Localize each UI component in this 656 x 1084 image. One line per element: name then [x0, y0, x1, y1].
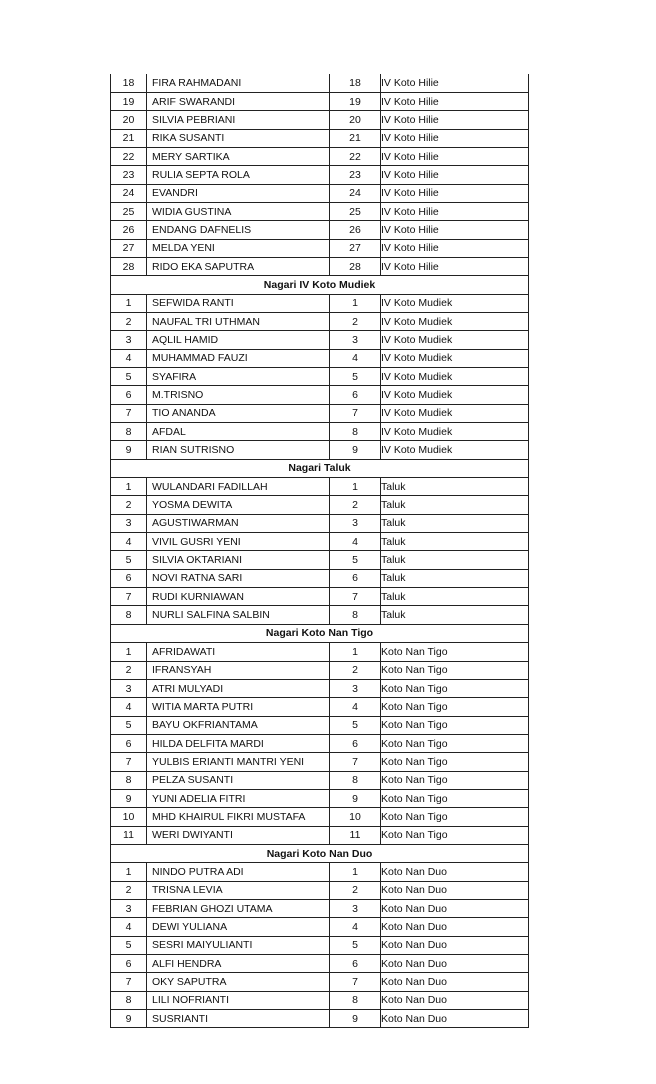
table-row	[111, 368, 529, 386]
table-row	[111, 386, 529, 404]
table-row	[111, 514, 529, 532]
table-row	[111, 166, 529, 184]
participant-index-cell: 5	[330, 551, 381, 569]
participant-name-cell: VIVIL GUSRI YENI	[147, 533, 330, 551]
participant-name-cell: WITIA MARTA PUTRI	[147, 698, 330, 716]
nagari-cell: Koto Nan Duo	[381, 991, 529, 1009]
participant-index-cell: 3	[330, 331, 381, 349]
participant-name-cell: MELDA YENI	[147, 239, 330, 257]
participant-index-cell: 19	[330, 92, 381, 110]
participant-name-cell: TRISNA LEVIA	[147, 881, 330, 899]
participant-name-cell: NAUFAL TRI UTHMAN	[147, 312, 330, 330]
participant-name-cell: PELZA SUSANTI	[147, 771, 330, 789]
row-number-cell: 5	[111, 936, 147, 954]
participant-index-cell: 1	[330, 863, 381, 881]
row-number-cell: 2	[111, 881, 147, 899]
participant-name-cell: SEFWIDA RANTI	[147, 294, 330, 312]
nagari-cell: IV Koto Hilie	[381, 239, 529, 257]
row-number-cell: 7	[111, 588, 147, 606]
row-number-cell: 9	[111, 789, 147, 807]
row-number-cell: 3	[111, 679, 147, 697]
row-number-cell: 1	[111, 478, 147, 496]
table-row	[111, 569, 529, 587]
table-row	[111, 753, 529, 771]
table-row	[111, 496, 529, 514]
participant-index-cell: 8	[330, 423, 381, 441]
table-row	[111, 771, 529, 789]
participant-index-cell: 1	[330, 478, 381, 496]
row-number-cell: 28	[111, 257, 147, 275]
row-number-cell: 3	[111, 514, 147, 532]
row-number-cell: 2	[111, 496, 147, 514]
participant-index-cell: 3	[330, 514, 381, 532]
nagari-cell: IV Koto Hilie	[381, 202, 529, 220]
row-number-cell: 2	[111, 312, 147, 330]
table-row	[111, 423, 529, 441]
table-row	[111, 808, 529, 826]
row-number-cell: 7	[111, 753, 147, 771]
table-row	[111, 551, 529, 569]
nagari-cell: Koto Nan Duo	[381, 881, 529, 899]
nagari-cell: Koto Nan Tigo	[381, 808, 529, 826]
participant-index-cell: 22	[330, 147, 381, 165]
table-row	[111, 698, 529, 716]
row-number-cell: 6	[111, 734, 147, 752]
participant-name-cell: ATRI MULYADI	[147, 679, 330, 697]
nagari-cell: Koto Nan Tigo	[381, 734, 529, 752]
table-row	[111, 331, 529, 349]
participant-name-cell: HILDA DELFITA MARDI	[147, 734, 330, 752]
participant-name-cell: AGUSTIWARMAN	[147, 514, 330, 532]
nagari-cell: IV Koto Hilie	[381, 257, 529, 275]
participant-name-cell: MHD KHAIRUL FIKRI MUSTAFA	[147, 808, 330, 826]
row-number-cell: 7	[111, 973, 147, 991]
table-row	[111, 789, 529, 807]
nagari-cell: Taluk	[381, 606, 529, 624]
section-title: Nagari IV Koto Mudiek	[111, 276, 529, 294]
nagari-cell: Taluk	[381, 533, 529, 551]
table-row	[111, 147, 529, 165]
row-number-cell: 5	[111, 368, 147, 386]
participant-index-cell: 5	[330, 368, 381, 386]
row-number-cell: 19	[111, 92, 147, 110]
row-number-cell: 8	[111, 606, 147, 624]
participant-index-cell: 6	[330, 569, 381, 587]
participant-name-cell: RULIA SEPTA ROLA	[147, 166, 330, 184]
table-row	[111, 441, 529, 459]
row-number-cell: 7	[111, 404, 147, 422]
participant-name-cell: M.TRISNO	[147, 386, 330, 404]
table-row	[111, 111, 529, 129]
participant-name-cell: RIKA SUSANTI	[147, 129, 330, 147]
row-number-cell: 10	[111, 808, 147, 826]
row-number-cell: 24	[111, 184, 147, 202]
participant-name-cell: DEWI YULIANA	[147, 918, 330, 936]
table-row	[111, 826, 529, 844]
participant-name-cell: WIDIA GUSTINA	[147, 202, 330, 220]
participant-index-cell: 10	[330, 808, 381, 826]
participant-name-cell: SILVIA PEBRIANI	[147, 111, 330, 129]
table-row	[111, 184, 529, 202]
participant-index-cell: 27	[330, 239, 381, 257]
row-number-cell: 6	[111, 386, 147, 404]
section-header-row	[111, 844, 529, 862]
participant-index-cell: 25	[330, 202, 381, 220]
participant-name-cell: NINDO PUTRA ADI	[147, 863, 330, 881]
nagari-cell: IV Koto Mudiek	[381, 294, 529, 312]
nagari-cell: IV Koto Hilie	[381, 184, 529, 202]
table-row	[111, 936, 529, 954]
row-number-cell: 18	[111, 74, 147, 92]
table-row	[111, 716, 529, 734]
participant-index-cell: 11	[330, 826, 381, 844]
section-header-row	[111, 459, 529, 477]
table-row	[111, 734, 529, 752]
section-title: Nagari Taluk	[111, 459, 529, 477]
row-number-cell: 4	[111, 349, 147, 367]
row-number-cell: 22	[111, 147, 147, 165]
participant-index-cell: 2	[330, 661, 381, 679]
table-row	[111, 661, 529, 679]
table-row	[111, 955, 529, 973]
participant-index-cell: 2	[330, 496, 381, 514]
table-row	[111, 239, 529, 257]
nagari-cell: IV Koto Mudiek	[381, 312, 529, 330]
participant-name-cell: EVANDRI	[147, 184, 330, 202]
table-row	[111, 74, 529, 92]
table-row	[111, 404, 529, 422]
participant-name-cell: RUDI KURNIAWAN	[147, 588, 330, 606]
nagari-cell: IV Koto Hilie	[381, 147, 529, 165]
table-row	[111, 533, 529, 551]
table-row	[111, 221, 529, 239]
section-header-row	[111, 624, 529, 642]
participant-name-cell: SILVIA OKTARIANI	[147, 551, 330, 569]
row-number-cell: 8	[111, 771, 147, 789]
table-row	[111, 1010, 529, 1028]
participant-index-cell: 8	[330, 771, 381, 789]
nagari-cell: Koto Nan Tigo	[381, 716, 529, 734]
table-row	[111, 606, 529, 624]
row-number-cell: 8	[111, 423, 147, 441]
nagari-cell: IV Koto Hilie	[381, 221, 529, 239]
nagari-cell: IV Koto Hilie	[381, 92, 529, 110]
participant-index-cell: 7	[330, 404, 381, 422]
participant-name-cell: BAYU OKFRIANTAMA	[147, 716, 330, 734]
participant-table-body	[111, 74, 529, 1028]
row-number-cell: 6	[111, 955, 147, 973]
nagari-cell: IV Koto Hilie	[381, 111, 529, 129]
nagari-cell: IV Koto Mudiek	[381, 441, 529, 459]
table-row	[111, 991, 529, 1009]
participant-index-cell: 18	[330, 74, 381, 92]
participant-name-cell: TIO ANANDA	[147, 404, 330, 422]
participant-index-cell: 1	[330, 643, 381, 661]
row-number-cell: 4	[111, 533, 147, 551]
participant-index-cell: 26	[330, 221, 381, 239]
participant-name-cell: MUHAMMAD FAUZI	[147, 349, 330, 367]
nagari-cell: IV Koto Mudiek	[381, 331, 529, 349]
participant-index-cell: 9	[330, 789, 381, 807]
participant-name-cell: AFRIDAWATI	[147, 643, 330, 661]
nagari-cell: Koto Nan Duo	[381, 899, 529, 917]
row-number-cell: 21	[111, 129, 147, 147]
nagari-cell: Koto Nan Tigo	[381, 753, 529, 771]
row-number-cell: 20	[111, 111, 147, 129]
participant-name-cell: FIRA RAHMADANI	[147, 74, 330, 92]
nagari-cell: Koto Nan Duo	[381, 973, 529, 991]
nagari-cell: Koto Nan Tigo	[381, 826, 529, 844]
table-row	[111, 478, 529, 496]
table-row	[111, 863, 529, 881]
participant-name-cell: SYAFIRA	[147, 368, 330, 386]
row-number-cell: 3	[111, 331, 147, 349]
nagari-cell: Taluk	[381, 514, 529, 532]
nagari-cell: IV Koto Mudiek	[381, 386, 529, 404]
nagari-cell: IV Koto Mudiek	[381, 404, 529, 422]
participant-index-cell: 21	[330, 129, 381, 147]
nagari-cell: IV Koto Mudiek	[381, 368, 529, 386]
participant-index-cell: 4	[330, 533, 381, 551]
participant-name-cell: SESRI MAIYULIANTI	[147, 936, 330, 954]
participant-name-cell: NOVI RATNA SARI	[147, 569, 330, 587]
nagari-cell: Koto Nan Duo	[381, 918, 529, 936]
table-row	[111, 899, 529, 917]
row-number-cell: 2	[111, 661, 147, 679]
table-row	[111, 257, 529, 275]
nagari-cell: Koto Nan Tigo	[381, 698, 529, 716]
row-number-cell: 23	[111, 166, 147, 184]
participant-name-cell: RIDO EKA SAPUTRA	[147, 257, 330, 275]
nagari-cell: IV Koto Mudiek	[381, 349, 529, 367]
participant-name-cell: LILI NOFRIANTI	[147, 991, 330, 1009]
table-row	[111, 588, 529, 606]
row-number-cell: 9	[111, 441, 147, 459]
row-number-cell: 26	[111, 221, 147, 239]
participant-name-cell: WULANDARI FADILLAH	[147, 478, 330, 496]
section-title: Nagari Koto Nan Tigo	[111, 624, 529, 642]
row-number-cell: 4	[111, 918, 147, 936]
participant-name-cell: AFDAL	[147, 423, 330, 441]
section-header-row	[111, 276, 529, 294]
nagari-cell: Koto Nan Duo	[381, 863, 529, 881]
participant-name-cell: ENDANG DAFNELIS	[147, 221, 330, 239]
participant-index-cell: 1	[330, 294, 381, 312]
row-number-cell: 25	[111, 202, 147, 220]
participant-name-cell: ARIF SWARANDI	[147, 92, 330, 110]
table-row	[111, 643, 529, 661]
participant-name-cell: IFRANSYAH	[147, 661, 330, 679]
participant-name-cell: RIAN SUTRISNO	[147, 441, 330, 459]
row-number-cell: 27	[111, 239, 147, 257]
nagari-cell: IV Koto Hilie	[381, 74, 529, 92]
table-row	[111, 129, 529, 147]
participant-name-cell: OKY SAPUTRA	[147, 973, 330, 991]
participant-index-cell: 3	[330, 679, 381, 697]
participant-index-cell: 6	[330, 955, 381, 973]
nagari-cell: Taluk	[381, 588, 529, 606]
table-row	[111, 92, 529, 110]
participant-name-cell: YULBIS ERIANTI MANTRI YENI	[147, 753, 330, 771]
participant-name-cell: YOSMA DEWITA	[147, 496, 330, 514]
participant-name-cell: NURLI SALFINA SALBIN	[147, 606, 330, 624]
participant-index-cell: 7	[330, 588, 381, 606]
table-row	[111, 349, 529, 367]
row-number-cell: 1	[111, 294, 147, 312]
participant-index-cell: 4	[330, 918, 381, 936]
table-row	[111, 679, 529, 697]
nagari-cell: IV Koto Mudiek	[381, 423, 529, 441]
nagari-cell: Koto Nan Duo	[381, 955, 529, 973]
row-number-cell: 11	[111, 826, 147, 844]
row-number-cell: 4	[111, 698, 147, 716]
participant-index-cell: 2	[330, 312, 381, 330]
row-number-cell: 1	[111, 643, 147, 661]
nagari-cell: Taluk	[381, 496, 529, 514]
participant-name-cell: ALFI HENDRA	[147, 955, 330, 973]
table-row	[111, 312, 529, 330]
nagari-cell: Koto Nan Tigo	[381, 643, 529, 661]
nagari-cell: Koto Nan Tigo	[381, 771, 529, 789]
participant-index-cell: 6	[330, 734, 381, 752]
section-title: Nagari Koto Nan Duo	[111, 844, 529, 862]
nagari-cell: Taluk	[381, 551, 529, 569]
participant-index-cell: 9	[330, 1010, 381, 1028]
participant-index-cell: 8	[330, 606, 381, 624]
nagari-cell: Koto Nan Tigo	[381, 661, 529, 679]
participant-index-cell: 24	[330, 184, 381, 202]
participant-index-cell: 3	[330, 899, 381, 917]
row-number-cell: 6	[111, 569, 147, 587]
table-row	[111, 294, 529, 312]
participant-table	[110, 74, 529, 1028]
row-number-cell: 5	[111, 551, 147, 569]
participant-index-cell: 20	[330, 111, 381, 129]
participant-index-cell: 5	[330, 716, 381, 734]
nagari-cell: Koto Nan Duo	[381, 936, 529, 954]
row-number-cell: 5	[111, 716, 147, 734]
nagari-cell: Taluk	[381, 569, 529, 587]
participant-name-cell: YUNI ADELIA FITRI	[147, 789, 330, 807]
nagari-cell: IV Koto Hilie	[381, 129, 529, 147]
participant-index-cell: 7	[330, 753, 381, 771]
table-row	[111, 881, 529, 899]
participant-index-cell: 5	[330, 936, 381, 954]
participant-index-cell: 8	[330, 991, 381, 1009]
nagari-cell: Koto Nan Tigo	[381, 679, 529, 697]
table-row	[111, 973, 529, 991]
nagari-cell: Koto Nan Tigo	[381, 789, 529, 807]
participant-index-cell: 4	[330, 349, 381, 367]
participant-index-cell: 9	[330, 441, 381, 459]
participant-name-cell: WERI DWIYANTI	[147, 826, 330, 844]
row-number-cell: 3	[111, 899, 147, 917]
row-number-cell: 8	[111, 991, 147, 1009]
participant-index-cell: 4	[330, 698, 381, 716]
nagari-cell: Taluk	[381, 478, 529, 496]
table-row	[111, 918, 529, 936]
row-number-cell: 1	[111, 863, 147, 881]
participant-name-cell: MERY SARTIKA	[147, 147, 330, 165]
participant-index-cell: 28	[330, 257, 381, 275]
participant-index-cell: 6	[330, 386, 381, 404]
participant-index-cell: 7	[330, 973, 381, 991]
nagari-cell: Koto Nan Duo	[381, 1010, 529, 1028]
nagari-cell: IV Koto Hilie	[381, 166, 529, 184]
participant-name-cell: AQLIL HAMID	[147, 331, 330, 349]
participant-name-cell: SUSRIANTI	[147, 1010, 330, 1028]
row-number-cell: 9	[111, 1010, 147, 1028]
table-row	[111, 202, 529, 220]
participant-name-cell: FEBRIAN GHOZI UTAMA	[147, 899, 330, 917]
participant-index-cell: 2	[330, 881, 381, 899]
participant-index-cell: 23	[330, 166, 381, 184]
